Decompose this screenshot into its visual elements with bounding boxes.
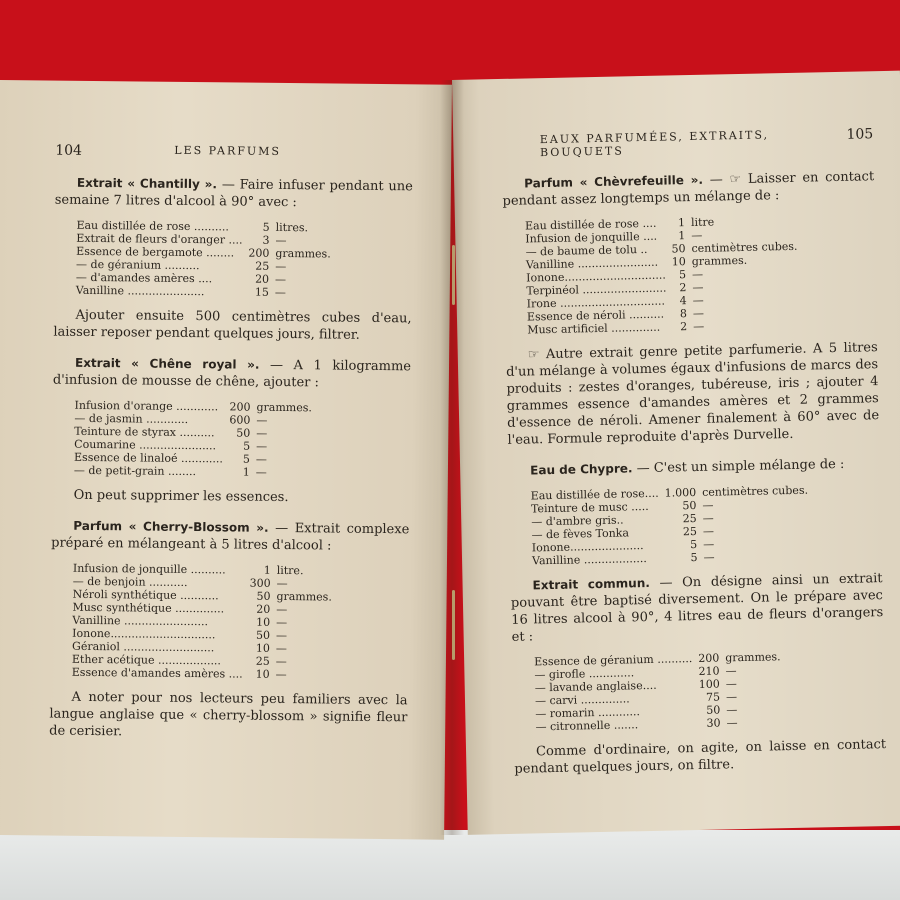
ingredient-quantity: 15 — [254, 285, 270, 299]
recipe-heading: Extrait commun. — [532, 575, 650, 593]
recipe-text: — C'est un simple mélange de : — [632, 456, 845, 477]
ingredient-quantity: 8 — [679, 307, 688, 321]
ingredient-name: Géraniol .......................... — [72, 639, 215, 655]
ingredient-quantity: 10 — [255, 641, 271, 655]
ingredient-name: Infusion de jonquille .......... — [72, 561, 226, 577]
ingredient-quantity: 210 — [698, 664, 720, 678]
ingredient-quantity: 50 — [671, 242, 686, 256]
ingredient-unit: — — [275, 272, 287, 287]
ingredient-quantity: 25 — [682, 524, 698, 539]
ingredient-quantity: 1 — [677, 216, 686, 230]
recipe-section — [51, 355, 411, 522]
ingredient-name: Vanilline .................. — [531, 552, 647, 568]
ingredient-quantity: 200 — [698, 651, 720, 665]
ingredient-quantity: 25 — [682, 511, 697, 526]
ingredient-name: Vanilline ........................ — [72, 613, 209, 629]
ingredient-unit: — — [692, 293, 704, 308]
ingredient-quantity: 1.000 — [664, 485, 697, 500]
ingredient-unit: — — [275, 233, 287, 248]
ingredient-unit: grammes. — [725, 650, 781, 665]
ingredient-row — [74, 464, 311, 479]
ingredient-table — [531, 484, 810, 568]
ingredient-unit: — — [691, 267, 704, 282]
ingredient-quantity: 5 — [262, 220, 270, 234]
ingredient-name: — d'ambre gris.. — [531, 513, 624, 529]
ingredient-quantity: 600 — [229, 413, 251, 427]
ingredient-name: — de benjoin ........... — [72, 574, 188, 589]
ingredient-quantity: 50 — [256, 589, 271, 603]
ingredient-quantity: 1 — [678, 229, 686, 243]
recipe-intro — [506, 339, 880, 449]
ingredient-name: Coumarine ...................... — [74, 437, 217, 453]
ingredient-quantity: 50 — [682, 498, 697, 513]
recipe-heading: Parfum « Cherry-Blossom ». — [73, 518, 269, 535]
ingredient-name: Eau distillée de rose.... — [530, 486, 659, 503]
ingredient-row — [76, 284, 331, 300]
ingredient-unit: — — [276, 576, 288, 591]
ingredient-name: Terpinéol ........................ — [526, 281, 667, 298]
ingredient-name: Néroli synthétique ........... — [72, 587, 219, 603]
running-head — [501, 126, 873, 160]
ingredient-quantity: 75 — [705, 690, 721, 704]
ingredient-unit: — — [275, 667, 287, 682]
ingredient-quantity: 50 — [256, 628, 271, 642]
ingredient-name: Ionone..................... — [531, 539, 644, 555]
recipe-section — [510, 570, 886, 792]
ingredient-table — [534, 650, 782, 733]
ingredient-name: Musc artificiel .............. — [527, 320, 661, 337]
ingredient-unit: — — [255, 465, 267, 479]
recipe-intro — [502, 168, 875, 210]
ingredient-unit: — — [726, 716, 738, 730]
ingredient-name: Essence de linaloé ............ — [73, 450, 224, 466]
ingredient-quantity: 5 — [242, 452, 251, 466]
recipe-note: Ajouter ensuite 500 centimètres cubes d'eau, laisser reposer pendant quelques jours, filtrer. — [53, 307, 412, 343]
ingredient-quantity: 10 — [255, 667, 270, 681]
ingredient-unit: — — [275, 641, 288, 656]
ingredient-table — [525, 214, 799, 337]
running-title: EAUX PARFUMÉES, EXTRAITS, BOUQUETS — [539, 128, 770, 160]
ingredient-unit: litres. — [275, 220, 309, 235]
recipe-heading: Extrait « Chantilly ». — [76, 175, 218, 192]
ingredient-unit: grammes. — [275, 246, 331, 261]
ingredient-quantity: 50 — [236, 426, 251, 440]
ingredient-name: Essence d'amandes amères .... — [71, 665, 243, 681]
ingredient-quantity: 20 — [255, 272, 270, 286]
ingredient-name: Vanilline ....................... — [525, 255, 659, 272]
recipe-section — [53, 175, 413, 359]
recipe-section — [506, 339, 880, 463]
ingredient-name: Eau distillée de rose .......... — [76, 218, 229, 234]
ingredient-unit: centimètres cubes. — [691, 239, 798, 256]
recipe-text: — Faire infuser pendant une semaine 7 litres d'alcool à 90° avec : — [54, 177, 413, 211]
page-number: 105 — [846, 126, 874, 143]
ingredient-unit: — — [276, 628, 288, 643]
ingredient-name: Infusion d'orange ............ — [74, 398, 219, 414]
ingredient-unit: — — [275, 259, 287, 274]
binding-stitch — [452, 245, 455, 305]
recipe-note: Comme d'ordinaire, on agite, on laisse en contact pendant quelques jours, on filtre. — [514, 737, 887, 777]
ingredient-quantity: 25 — [255, 259, 270, 273]
left-page — [0, 80, 452, 840]
ingredient-table — [74, 399, 312, 479]
ingredient-name: — de petit-grain ........ — [73, 463, 197, 479]
ingredient-unit: — — [691, 228, 703, 243]
recipe-section — [508, 455, 882, 568]
ingredient-unit: — — [725, 690, 738, 704]
running-head — [55, 143, 413, 163]
recipe-intro — [55, 175, 413, 213]
recipe-section — [502, 168, 877, 337]
ingredient-unit: — — [276, 602, 288, 617]
ingredient-unit: litre. — [276, 563, 304, 578]
ingredient-name: — de fèves Tonka — [531, 526, 630, 542]
ingredient-unit: — — [274, 285, 287, 300]
recipe-intro — [51, 518, 409, 556]
binding-stitch — [452, 590, 455, 660]
ingredient-name: — de géranium .......... — [76, 257, 200, 273]
recipe-note: On peut supprimer les essences. — [73, 487, 289, 506]
ingredient-name: Musc synthétique .............. — [72, 600, 225, 616]
ingredient-unit: — — [276, 615, 288, 630]
recipe-text: — On désigne ainsi un extrait pouvant être baptisé diversement. On le prépare avec 16 litres alcool à 90°, 4 litres eau de fleurs d'orangers et : — [510, 571, 884, 645]
recipe-heading: Parfum « Chèvrefeuille ». — [524, 172, 704, 191]
ingredient-name: Irone .............................. — [526, 294, 666, 311]
ingredient-name: — romarin ............ — [535, 705, 641, 721]
recipe-text: — A 1 kilogramme d'infusion de mousse de chêne, ajouter : — [52, 357, 412, 391]
recipe-intro — [53, 355, 411, 393]
ingredient-quantity: 5 — [690, 550, 698, 565]
book-gutter — [440, 80, 464, 835]
ingredient-unit: — — [693, 319, 705, 334]
ingredient-quantity: 200 — [248, 246, 270, 260]
ingredient-quantity: 200 — [229, 400, 251, 414]
ingredient-quantity: 4 — [679, 294, 687, 308]
ingredient-quantity: 50 — [706, 703, 721, 717]
ingredient-name: — citronnelle ....... — [535, 718, 639, 734]
ingredient-name: — lavande anglaise.... — [534, 678, 657, 695]
ingredient-unit: — — [692, 306, 705, 321]
ingredient-quantity: 5 — [678, 268, 687, 282]
ingredient-row — [72, 666, 331, 682]
recipe-section — [49, 518, 409, 758]
recipe-heading: Extrait « Chêne royal ». — [74, 355, 260, 372]
ingredient-name: Ionone............................. — [526, 268, 666, 285]
ingredient-name: Extrait de fleurs d'oranger .... — [76, 231, 243, 247]
ingredient-unit: grammes. — [256, 400, 312, 415]
ingredient-name: Ionone.............................. — [72, 626, 216, 642]
ingredient-unit: litre — [690, 215, 715, 230]
ingredient-quantity: 10 — [671, 255, 686, 269]
left-content — [49, 175, 413, 758]
ingredient-quantity: 5 — [690, 537, 698, 552]
ingredient-unit: — — [726, 703, 738, 717]
ingredient-unit: — — [256, 439, 268, 453]
ingredient-quantity: 2 — [680, 320, 688, 334]
ingredient-unit: — — [256, 413, 268, 427]
ingredient-quantity: 25 — [255, 654, 270, 668]
ingredient-unit: — — [702, 511, 714, 525]
recipe-intro — [510, 570, 883, 646]
ingredient-quantity: 10 — [256, 615, 271, 629]
ingredient-quantity: 20 — [256, 602, 271, 616]
ingredient-name: — de baume de tolu .. — [525, 242, 648, 259]
ingredient-name: — girofle ............. — [534, 666, 635, 682]
ingredient-name: Teinture de musc ..... — [530, 499, 649, 516]
recipe-heading: Eau de Chypre. — [530, 461, 633, 478]
ingredient-unit: grammes. — [276, 589, 332, 604]
recipe-text: — ☞ Laisser en contact pendant assez longtemps un mélange de : — [502, 169, 875, 209]
ingredient-name: Essence de bergamote ........ — [76, 244, 235, 260]
ingredient-unit: centimètres cubes. — [701, 483, 809, 499]
ingredient-table — [72, 562, 332, 682]
ingredient-name: — de jasmin ............ — [74, 411, 189, 426]
ingredient-name: Infusion de jonquille .... — [525, 229, 658, 246]
ingredient-unit: — — [725, 664, 737, 678]
ingredient-quantity: 5 — [243, 439, 251, 453]
ingredient-unit: — — [692, 280, 704, 295]
ingredient-quantity: 300 — [249, 576, 271, 590]
ingredient-unit: — — [703, 550, 715, 564]
recipe-text: — Extrait complexe préparé en mélangeant à 5 litres d'alcool : — [51, 520, 410, 554]
ingredient-quantity: 1 — [263, 563, 271, 577]
ingredient-name: Teinture de styrax .......... — [74, 424, 215, 440]
ingredient-unit: — — [703, 537, 715, 551]
page-number: 104 — [55, 142, 83, 159]
ingredient-unit: — — [702, 498, 714, 512]
ingredient-quantity: 100 — [698, 677, 720, 691]
ingredient-name: Essence de géranium .......... — [534, 652, 693, 669]
recipe-text: ☞ Autre extrait genre petite parfumerie. A 5 litres d'un mélange à volumes égaux d'infusions de marcs des produits : zestes d'oranges, tubéreuse, iris ; ajouter 4 grammes essence d'amandes amères et 2 grammes d'essence de néroli. Amener finalement à 60° avec de l'eau. Formule reproduite d'après Durvelle. — [505, 340, 880, 448]
recipe-note: A noter pour nos lecteurs peu familiers avec la langue anglaise que « cherry-blossom » signifie fleur de cerisier. — [49, 689, 408, 740]
table-surface — [0, 830, 900, 900]
ingredient-unit: — — [702, 524, 715, 538]
ingredient-name: Ether acétique .................. — [71, 652, 222, 668]
ingredient-unit: — — [725, 677, 737, 691]
ingredient-quantity: 30 — [706, 716, 721, 730]
ingredient-unit: — — [256, 426, 268, 440]
ingredient-name: — d'amandes amères .... — [75, 270, 213, 286]
ingredient-unit: — — [275, 654, 287, 669]
ingredient-quantity: 3 — [262, 233, 270, 247]
ingredient-table — [76, 219, 331, 300]
ingredient-name: — carvi .............. — [534, 692, 630, 708]
right-content — [502, 168, 887, 792]
ingredient-name: Eau distillée de rose .... — [524, 216, 657, 233]
right-page — [452, 71, 900, 835]
ingredient-unit: — — [255, 452, 268, 466]
ingredient-unit: grammes. — [691, 253, 748, 269]
ingredient-quantity: 1 — [242, 465, 250, 479]
ingredient-name: Vanilline ...................... — [75, 283, 205, 299]
running-title: LES PARFUMS — [174, 143, 282, 158]
ingredient-name: Essence de néroli .......... — [526, 307, 665, 324]
ingredient-quantity: 2 — [679, 281, 687, 295]
